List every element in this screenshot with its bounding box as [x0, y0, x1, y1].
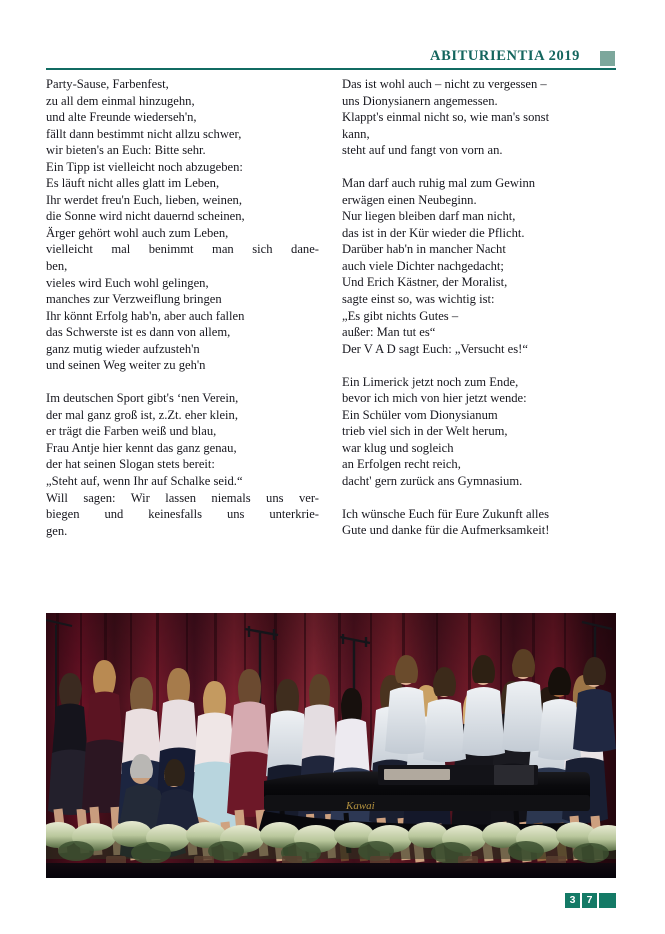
- poem-line: außer: Man tut es“: [342, 325, 436, 340]
- poem-line: Ein Limerick jetzt noch zum Ende,: [342, 374, 519, 389]
- poem-line: „Es gibt nichts Gutes –: [342, 308, 459, 323]
- choir-photo-illustration: [46, 613, 616, 878]
- poem-line: erwägen einen Neubeginn.: [342, 192, 477, 207]
- footer-accent-square: [599, 893, 616, 908]
- poem-line: Ein Tipp ist vielleicht noch abzugeben:: [46, 159, 243, 174]
- poem-line: an Erfolgen recht reich,: [342, 457, 461, 472]
- poem-line: wir bieten's an Euch: Bitte sehr.: [46, 143, 206, 158]
- poem-line: Im deutschen Sport gibt's ‘nen Verein,: [46, 391, 239, 406]
- poem-line: dacht' gern zurück ans Gymnasium.: [342, 473, 523, 488]
- poem-line: der mal ganz groß ist, z.Zt. eher klein,: [46, 407, 238, 422]
- poem-line: trieb viel sich in der Welt herum,: [342, 424, 508, 439]
- poem-line: Ich wünsche Euch für Eure Zukunft alles: [342, 506, 550, 521]
- poem-line: steht auf und fangt von vorn an.: [342, 143, 503, 158]
- poem-line: manches zur Verzweiflung bringen: [46, 292, 222, 307]
- page-footer: [46, 893, 616, 913]
- poem-line: fällt dann bestimmt nicht allzu schwer,: [46, 126, 242, 141]
- poem-line: „Steht auf, wenn Ihr auf Schalke seid.“: [46, 473, 243, 488]
- poem-line: Nur liegen bleiben darf man nicht,: [342, 209, 516, 224]
- paragraph-right-2: [342, 175, 615, 357]
- poem-line: der hat seinen Slogan stets bereit:: [46, 457, 215, 472]
- poem-line: ben,: [46, 259, 68, 274]
- poem-line: Und Erich Kästner, der Moralist,: [342, 275, 508, 290]
- paragraph-right-3: [342, 374, 615, 490]
- poem-line: war klug und sogleich: [342, 440, 454, 455]
- paragraph-left-1: [46, 76, 319, 374]
- poem-line: Party-Sause, Farbenfest,: [46, 77, 169, 91]
- paragraph-right-1: [342, 76, 615, 159]
- poem-line: sagte einst so, was wichtig ist:: [342, 291, 495, 306]
- poem-line: das ist in der Kür wieder die Pflicht.: [342, 225, 525, 240]
- poem-line: Ärger gehört wohl auch zum Leben,: [46, 225, 229, 240]
- poem-line: vieles wird Euch wohl gelingen,: [46, 275, 209, 290]
- poem-line: uns Dionysianern angemessen.: [342, 93, 498, 108]
- header-accent-square: [600, 51, 615, 66]
- poem-line: Man darf auch ruhig mal zum Gewinn: [342, 176, 536, 191]
- poem-line: Ein Schüler vom Dionysianum: [342, 407, 498, 422]
- poem-line: Frau Antje hier kennt das ganz genau,: [46, 440, 237, 455]
- poem-line: gen.: [46, 523, 68, 538]
- poem-line: Es läuft nicht alles glatt im Leben,: [46, 176, 220, 191]
- paragraph-left-2: [46, 390, 319, 539]
- poem-line: Gute und danke für die Aufmerksamkeit!: [342, 523, 550, 538]
- page-header: [46, 40, 615, 70]
- article-columns: [46, 76, 616, 539]
- page-number-digit: 7: [582, 893, 597, 908]
- right-column: [342, 76, 615, 539]
- page-number-digit: 3: [565, 893, 580, 908]
- paragraph-right-4: [342, 506, 615, 539]
- poem-line-justified: vielleicht mal benimmt man sich dane-: [46, 242, 319, 257]
- piano-brand-label: Kawai: [346, 800, 375, 812]
- poem-line: bevor ich mich von hier jetzt wende:: [342, 391, 527, 406]
- poem-line: und alte Freunde wiederseh'n,: [46, 110, 197, 125]
- poem-line: Das ist wohl auch – nicht zu vergessen –: [342, 77, 547, 91]
- poem-line-justified: biegen und keinesfalls uns unterkrie-: [46, 507, 319, 522]
- poem-line: und seinen Weg weiter zu geh'n: [46, 358, 206, 373]
- poem-line: die Sonne wird nicht dauernd scheinen,: [46, 209, 245, 224]
- poem-line: Darüber hab'n in mancher Nacht: [342, 242, 506, 257]
- poem-line: zu all dem einmal hinzugehn,: [46, 93, 195, 108]
- poem-line: Ihr werdet freu'n Euch, lieben, weinen,: [46, 192, 242, 207]
- poem-line: Der V A D sagt Euch: „Versucht es!“: [342, 341, 528, 356]
- page-number: [565, 893, 616, 908]
- poem-line-justified: Will sagen: Wir lassen niemals uns ver-: [46, 490, 319, 505]
- poem-line: kann,: [342, 126, 370, 141]
- left-column: [46, 76, 319, 539]
- poem-line: er trägt die Farben weiß und blau,: [46, 424, 217, 439]
- poem-line: Ihr könnt Erfolg hab'n, aber auch fallen: [46, 308, 245, 323]
- poem-line: das Schwerste ist es dann von allem,: [46, 325, 231, 340]
- page-title: ABITURIENTIA 2019: [430, 48, 580, 64]
- header-divider: [46, 68, 616, 70]
- choir-photo: [46, 613, 616, 878]
- poem-line: Klappt's einmal nicht so, wie man's sonst: [342, 110, 550, 125]
- poem-line: auch viele Dichter nachgedacht;: [342, 258, 504, 273]
- poem-line: ganz mutig wieder aufzusteh'n: [46, 341, 200, 356]
